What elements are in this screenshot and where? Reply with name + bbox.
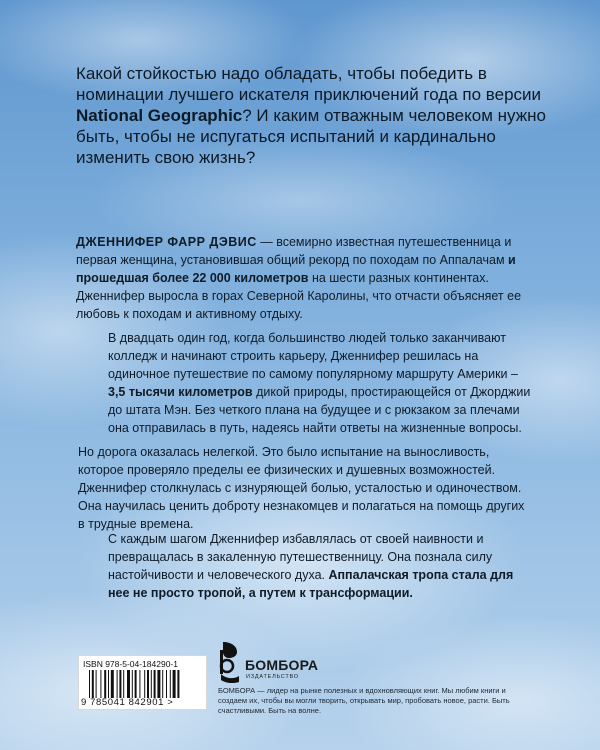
isbn-number: ISBN 978-5-04-184290-1 — [83, 659, 178, 669]
journey-text-1: В двадцать один год, когда большинство людей только заканчивают колледж и начинают строить карьеру, Дженнифер решилась на одиночное путешествие по самому популярному маршруту Америки – — [108, 331, 518, 381]
barcode-bars — [89, 670, 197, 698]
publisher-logo — [217, 640, 319, 686]
paragraph-transformation — [108, 530, 532, 602]
publisher-name: БОМБОРА — [245, 657, 319, 673]
intro-text-1: Какой стойкостью надо обладать, чтобы победить в номинации лучшего искателя приключений года по версии — [76, 64, 542, 104]
publisher-description: БОМБОРА — лидер на рынке полезных и вдохновляющих книг. Мы любим книги и создаем их, чтобы вы могли творить, открывать мир, пробовать новое, расти. Быть счастливыми. Быть на волне. — [218, 686, 510, 715]
ean-digits: 9 785041 842901 > — [81, 697, 174, 708]
publisher-subtitle: ИЗДАТЕЛЬСТВО — [246, 674, 299, 680]
barcode — [78, 655, 207, 710]
intro-brand: National Geographic — [76, 106, 243, 125]
transformation-bold: Аппалачская тропа стала для нее не просто тропой, а путем к трансформации. — [108, 568, 514, 600]
journey-bold: 3,5 тысячи километров — [108, 385, 253, 399]
intro-text-2: ? И каким отважным человеком нужно быть, чтобы не испугаться испытаний и кардинально изменить свою жизнь? — [76, 106, 546, 167]
intro-question — [76, 63, 546, 168]
paragraph-hardship — [78, 443, 534, 533]
bio-bold: и прошедшая более 22 000 километров — [76, 253, 516, 285]
bombora-logo-icon — [217, 640, 243, 684]
author-bio — [76, 233, 538, 323]
bio-text-1: — всемирно известная путешественница и первая женщина, установившая общий рекорд по походам по Аппалачам — [76, 235, 512, 267]
transformation-text: С каждым шагом Дженнифер избавлялась от своей наивности и превращалась в закаленную путешественницу. Она познала силу настойчивости и человеческого духа. — [108, 532, 493, 582]
bio-text-2: на шести разных континентах. Дженнифер выросла в горах Северной Каролины, что отчасти объясняет ее любовь к походам и активному отдыху. — [76, 271, 522, 321]
paragraph-journey — [108, 329, 534, 437]
journey-text-2: дикой природы, простирающейся от Джорджии до штата Мэн. Без четкого плана на будущее и с рюкзаком за плечами она отправилась в путь, надеясь найти ответы на жизненные вопросы. — [108, 385, 531, 435]
author-name: ДЖЕННИФЕР ФАРР ДЭВИС — [76, 235, 257, 249]
hardship-text: Но дорога оказалась нелегкой. Это было испытание на выносливость, которое проверяло пределы ее физических и душевных возможностей. Дженнифер столкнулась с изнуряющей болью, усталостью и одиночеством. Она научилась ценить доброту незнакомцев и полагаться на помощь других в трудные времена. — [78, 445, 525, 531]
